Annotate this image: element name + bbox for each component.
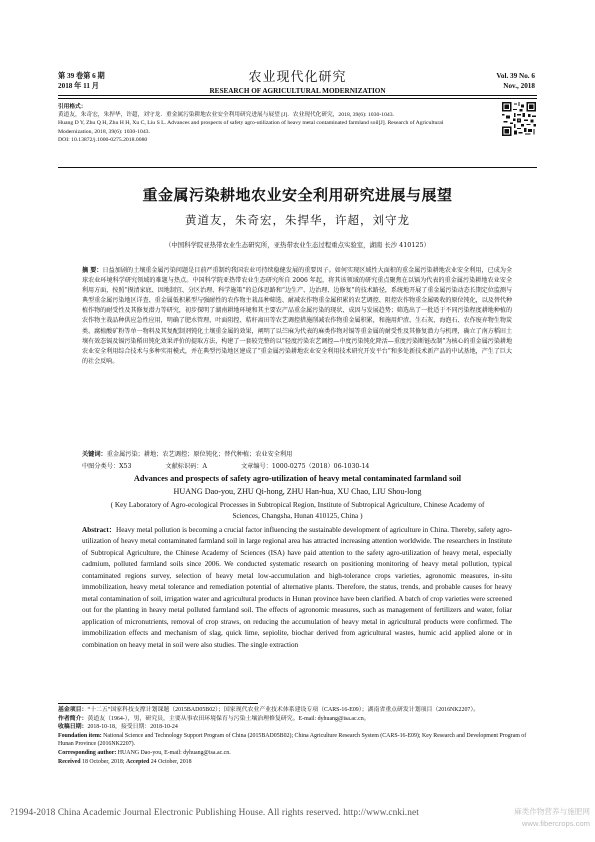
keywords-cn-label: 关键词：: [82, 451, 107, 458]
journal-name-cn: 农业现代化研究: [248, 70, 347, 85]
citation-block: [58, 103, 478, 144]
citation-en: Huang D Y, Zhu Q H, Zhu H H, Xu C, Liu S L. Advances and prospects of safety agro-utilization of heavy metal contaminated farmland soil[J]. Research of Agricultural Modernization, 2018, 39(6): 1030-1043.: [58, 120, 444, 135]
article-title-cn: 重金属污染耕地农业安全利用研究进展与展望: [142, 186, 453, 204]
affiliation-en: ( Key Laboratory of Agro-ecological Processes in Subtropical Region, Institute of Subtropical Agriculture, Chinese Academy of Sciences, Changsha, Hunan 410125, China ): [110, 500, 485, 521]
abstract-cn-text: 日益加剧的土壤重金属污染问题是目前严重制约我国农业可持续稳健发展的重要因子。如何实现区域性大面积的重金属污染耕地农业安全利用，已成为全球农业环境科学研究领域的难题与热点。中国科学院亚热带农业生态研究所自 2006 年起，将其该领域的研究重点聚焦在以镉为代表的重金属污染耕地农业安全利用方面，按照“摸清家底、因地制宜、分区治理、科学施策”的总体思路和“边生产、边治理、边修复”的技术路径，系统地开展了重金属污染动态长期定位监测与典型重金属污染地区详查、重金属低积累型与强耐性的农作物主栽品种筛选、耐减农作物重金属积累的农艺调控、阻控农作物重金属吸收的原位钝化，以及替代种植作物的耐受性及其修复潜力等研究，初步探明了湖南耕地环境和其主要农产品重金属污染的现状、成因与发展趋势；筛选出了一批适于不同污染程度耕地种植的农作物主栽品种供应急性应用，明确了肥水管理、叶面阻控、秸秆离田等农艺调控措施削减农作物重金属积累，和施用炉渣、生石灰、海泡石、农作废弃物生物炭类、腐植酸矿粉等单一物料及其复配制剂钝化土壤重金属的效果，阐明了以苎麻为代表的麻类作物对镉等重金属的耐受性及其修复潜力与机理，确立了南方稻田土壤有效态镉及镉污染稻田钝化效果评价的提取方法，构建了一套较完整的以“轻度污染农艺调控—中度污染钝化降活—重度污染断链改制”为核心的重金属污染耕地农业安全利用综合技术与多种实用模式，并在典型污染地区建成了“重金属污染耕地农业安全利用技术研究开发平台”和多处新技术新产品的中试基地，产生了巨大的社会反响。: [82, 267, 512, 365]
received-note: [58, 758, 537, 767]
received-text: 18 October, 2018;: [80, 758, 126, 765]
foundation-label: Foundation item:: [58, 732, 102, 739]
citation-label: 引用格式：: [58, 104, 87, 110]
fund-label: 基金项目：: [58, 707, 88, 713]
watermark: [475, 806, 590, 830]
affiliation-cn: （中国科学院亚热带农业生态研究所，亚热带农业生态过程重点实验室，湖南 长沙 410125）: [165, 241, 430, 249]
author-note: [58, 715, 537, 724]
authors-cn: 黄道友，朱奇宏，朱捍华，许超，刘守龙: [185, 213, 410, 227]
footnote-rule: [58, 703, 258, 704]
accepted-text: 24 October, 2018: [149, 758, 192, 765]
abstract-en-text: Heavy metal pollution is becoming a crucial factor influencing the sustainable development of agriculture in China. Thereby, safety agro-utilization of heavy metal contaminated farmland soil in large regional area has attracted increasing attention worldwide. The researchers in Institute of Subtropical Agriculture, the Chinese Academy of Sciences (ISA) have paid attention to the safety agro-utilization of heavy metal, especially cadmium, polluted farmland soils since 2006. We conducted systematic research on positioning monitoring of heavy metal pollution, typical contaminated regions survey, selection of heavy metal low-accumulation and high-tolerance crops varieties, agronomic measures, in-situ immobilization, heavy metal tolerance and remediation potential of alternative plants. Therefore, the status, trends, and probable causes for heavy metal contamination of soil, irrigation water and agricultural products in Hunan province have been clarified. A batch of crop varieties were screened out for the planting in heavy metal polluted farmland soil. The effects of agronomic measures, such as management of fertilizers and water, foliar application of micronutrients, removal of crop straws, on reducing the accumulation of heavy metal in agricultural products were confirmed. The immobilization effects and mechanism of slag, quick lime, sepiolite, biochar derived from agricultural wastes, humic acid applied alone or in combination on heavy metal in soil were also studies. The single extraction: [82, 526, 512, 649]
watermark-url: www.fibercrops.com: [522, 819, 590, 828]
keywords-cn: [82, 449, 512, 458]
author-label: 作者简介：: [58, 715, 88, 722]
footnotes: [58, 706, 537, 766]
volume-issue-en: Vol. 39 No. 6: [496, 72, 535, 80]
abstract-cn-label: 摘 要：: [82, 267, 103, 274]
article-number: 文章编号：1000-0275（2018）06-1030-14: [241, 463, 370, 470]
author-text: 黄道友（1964-），男，研究员，主要从事农田环境保育与污染土壤治理修复研究。E-mail: dyhuang@isa.ac.cn。: [87, 715, 370, 722]
qr-code-icon[interactable]: [502, 102, 536, 136]
fund-text: “十二五”国家科技支撑计划课题（2015BAD05B02）；国家现代农业产业技术体系建设专项（CARS-16-E09）；湖南省重点研发计划项目（2016NK2207）。: [87, 707, 480, 713]
fund-note: [58, 706, 537, 715]
clc-number: 中图分类号：X53: [82, 463, 132, 470]
date-cn: 2018 年 11 月: [58, 82, 99, 90]
header-rule-thin: [58, 98, 537, 99]
corr-label: Corresponding author:: [58, 749, 117, 756]
journal-name-en: RESEARCH OF AGRICULTURAL MODERNIZATION: [209, 87, 386, 95]
date-label: 收稿日期：: [58, 724, 88, 731]
copyright-line: ?1994-2018 China Academic Journal Electronic Publishing House. All rights reserved. http://www.cnki.net: [10, 808, 419, 818]
abstract-en-label: Abstract：: [82, 526, 117, 534]
date-note: [58, 723, 537, 732]
foundation-text: National Science and Technology Support Program of China (2015BAD05B02); China Agriculture Research System (CARS-16-E09); Key Research and Development Program of Hunan Province (2016NK2207).: [58, 732, 527, 748]
foundation-note: [58, 732, 537, 749]
doi[interactable]: DOI: 10.13872/j.1000-0275.2018.0080: [58, 136, 148, 143]
corresponding-note: [58, 749, 537, 758]
authors-en: HUANG Dao-you, ZHU Qi-hong, ZHU Han-hua, XU Chao, LIU Shou-long: [173, 487, 422, 496]
volume-issue-cn: 第 39 卷第 6 期: [58, 72, 105, 80]
corr-text: HUANG Dao-you, E-mail: dyhuang@isa.ac.cn.: [116, 749, 231, 756]
issue-info-en: [496, 71, 535, 91]
issue-info: [58, 71, 105, 91]
date-text: 2018-10-18，接受日期：2018-10-24: [87, 724, 178, 731]
abstract-cn: [82, 266, 512, 367]
header-rule-thick: [58, 95, 537, 96]
abstract-en: [82, 525, 512, 651]
document-code: 文献标识码：A: [165, 463, 207, 470]
citation-cn: 黄道友，朱奇宏，朱捍华，许超，刘守龙．重金属污染耕地农业安全利用研究进展与展望 [J]．农业现代化研究，2018, 39(6): 1030-1043.: [58, 112, 395, 119]
classification-cn: [82, 461, 512, 470]
watermark-cn: 麻类作物营养与施肥网: [514, 807, 590, 816]
accepted-label: Accepted: [126, 758, 150, 765]
article-title-en: Advances and prospects of safety agro-utilization of heavy metal contaminated farmland soil: [133, 474, 462, 483]
journal-header: [150, 66, 445, 95]
date-en: Nov., 2018: [503, 82, 535, 90]
received-label: Received: [58, 758, 81, 765]
citation-rule: [58, 167, 537, 168]
keywords-cn-text: 重金属污染；耕地；农艺调控；原位钝化；替代种植；农业安全利用: [106, 451, 293, 458]
